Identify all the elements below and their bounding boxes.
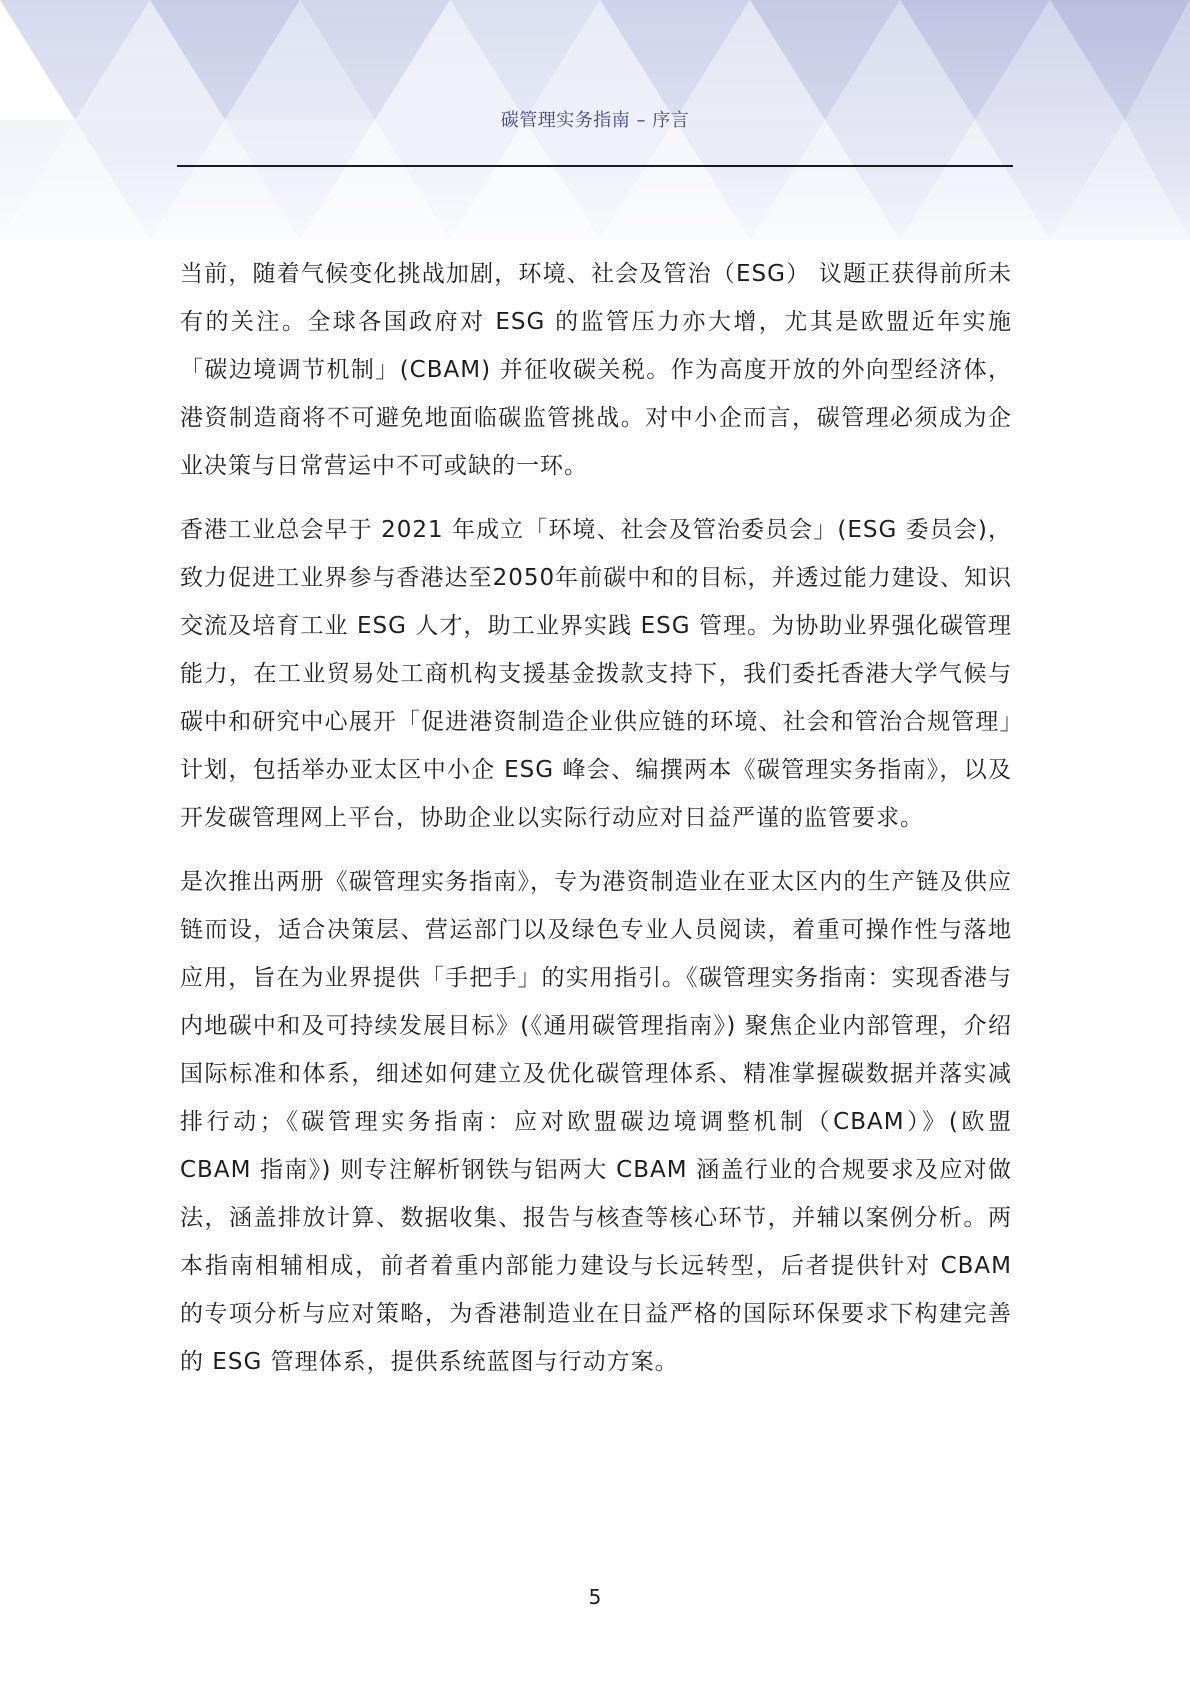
page-number: 5 (588, 1585, 602, 1609)
paragraph-3: 是次推出两册《碳管理实务指南》，专为港资制造业在亚太区内的生产链及供应链而设，适合决策层、营运部门以及绿色专业人员阅读，着重可操作性与落地应用，旨在为业界提供「手把手」的实用指引。《碳管理实务指南：实现香港与内地碳中和及可持续发展目标》(《通用碳管理指南》) 聚焦企业内部管理，介绍国际标准和体系，细述如何建立及优化碳管理体系、精准掌握碳数据并落实减排行动；《碳管理实务指南：应对欧盟碳边境调整机制（CBAM）》(欧盟 CBAM 指南》) 则专注解析钢铁与铝两大 CBAM 涵盖行业的合规要求及应对做法，涵盖排放计算、数据收集、报告与核查等核心环节，并辅以案例分析。两本指南相辅相成，前者着重内部能力建设与长远转型，后者提供针对 CBAM 的专项分析与应对策略，为香港制造业在日益严格的国际环保要求下构建完善的 ESG 管理体系，提供系统蓝图与行动方案。 (180, 869, 1012, 1375)
paragraph-1: 当前，随着气候变化挑战加剧，环境、社会及管治（ESG） 议题正获得前所未有的关注。全球各国政府对 ESG 的监管压力亦大增，尤其是欧盟近年实施「碳边境调节机制」(CBAM) 并征收碳关税。作为高度开放的外向型经济体，港资制造商将不可避免地面临碳监管挑战。对中小企而言，碳管理必须成为企业决策与日常营运中不可或缺的一环。 (180, 261, 1012, 479)
running-header-title: 碳管理实务指南 – 序言 (500, 110, 690, 131)
preface-body (180, 250, 1012, 1402)
paragraph-2: 香港工业总会早于 2021 年成立「环境、社会及管治委员会」(ESG 委员会)，致力促进工业界参与香港达至2050年前碳中和的目标，并透过能力建设、知识交流及培育工业 ESG 人才，助工业界实践 ESG 管理。为协助业界强化碳管理能力，在工业贸易处工商机构支援基金拨款支持下，我们委托香港大学气候与碳中和研究中心展开「促进港资制造企业供应链的环境、社会和管治合规管理」计划，包括举办亚太区中小企 ESG 峰会、编撰两本《碳管理实务指南》，以及开发碳管理网上平台，协助企业以实际行动应对日益严谨的监管要求。 (180, 517, 1012, 831)
header-divider (177, 165, 1013, 167)
